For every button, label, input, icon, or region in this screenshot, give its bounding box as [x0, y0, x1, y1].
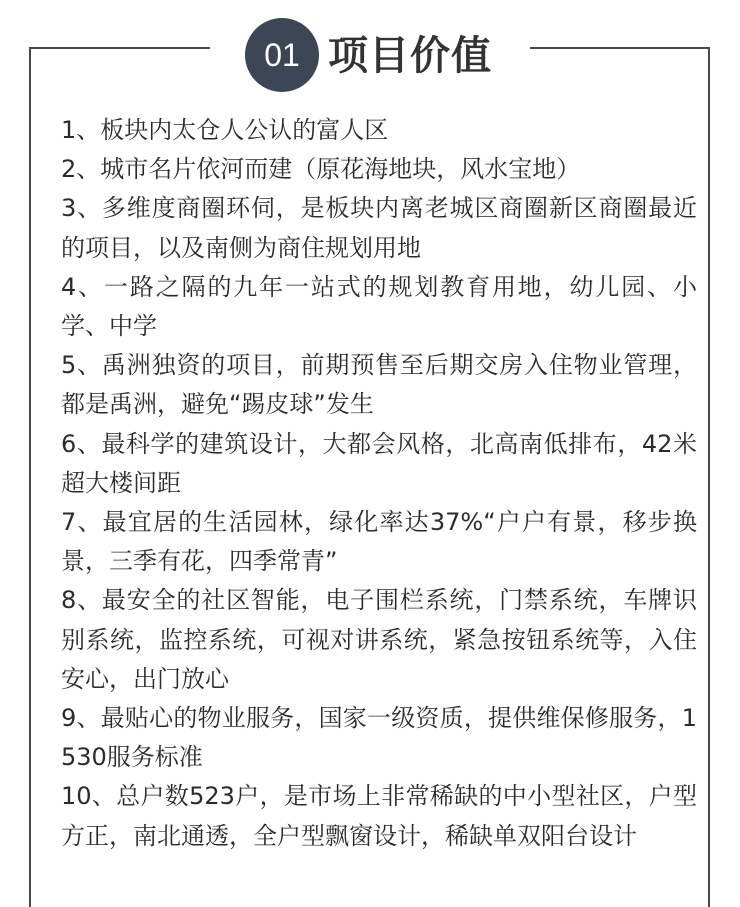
- list-item: 5、禹洲独资的项目，前期预售至后期交房入住物业管理，都是禹洲，避免“踢皮球”发生: [61, 351, 697, 419]
- list-item: 2、城市名片依河而建（原花海地块，风水宝地）: [61, 155, 581, 184]
- list-item: 7、最宜居的生活园林，绿化率达37%“户户有景，移步换景，三季有花，四季常青”: [61, 508, 697, 576]
- list-item: 8、最安全的社区智能，电子围栏系统，门禁系统，车牌识别系统，监控系统，可视对讲系统，紧急按钮系统等，入住安心，出门放心: [61, 586, 697, 693]
- list-item: 6、最科学的建筑设计，大都会风格，北高南低排布，42米超大楼间距: [61, 429, 697, 497]
- section-title: 项目价值: [328, 33, 492, 79]
- list-item: 10、总户数523户，是市场上非常稀缺的中小型社区，户型方正，南北通透，全户型飘窗设计，稀缺单双阳台设计: [61, 782, 697, 850]
- section-header: [210, 10, 530, 86]
- list-item: 1、板块内太仓人公认的富人区: [61, 116, 389, 144]
- list-item: 4、一路之隔的九年一站式的规划教育用地，幼儿园、小学、中学: [61, 272, 697, 341]
- section-number-badge: 01: [245, 18, 319, 92]
- list-item: 9、最贴心的物业服务，国家一级资质，提供维保修服务，1530服务标准: [61, 704, 697, 772]
- value-list: [61, 111, 697, 856]
- list-item: 3、多维度商圈环伺，是板块内离老城区商圈新区商圈最近的项目，以及南侧为商住规划用地: [61, 194, 697, 262]
